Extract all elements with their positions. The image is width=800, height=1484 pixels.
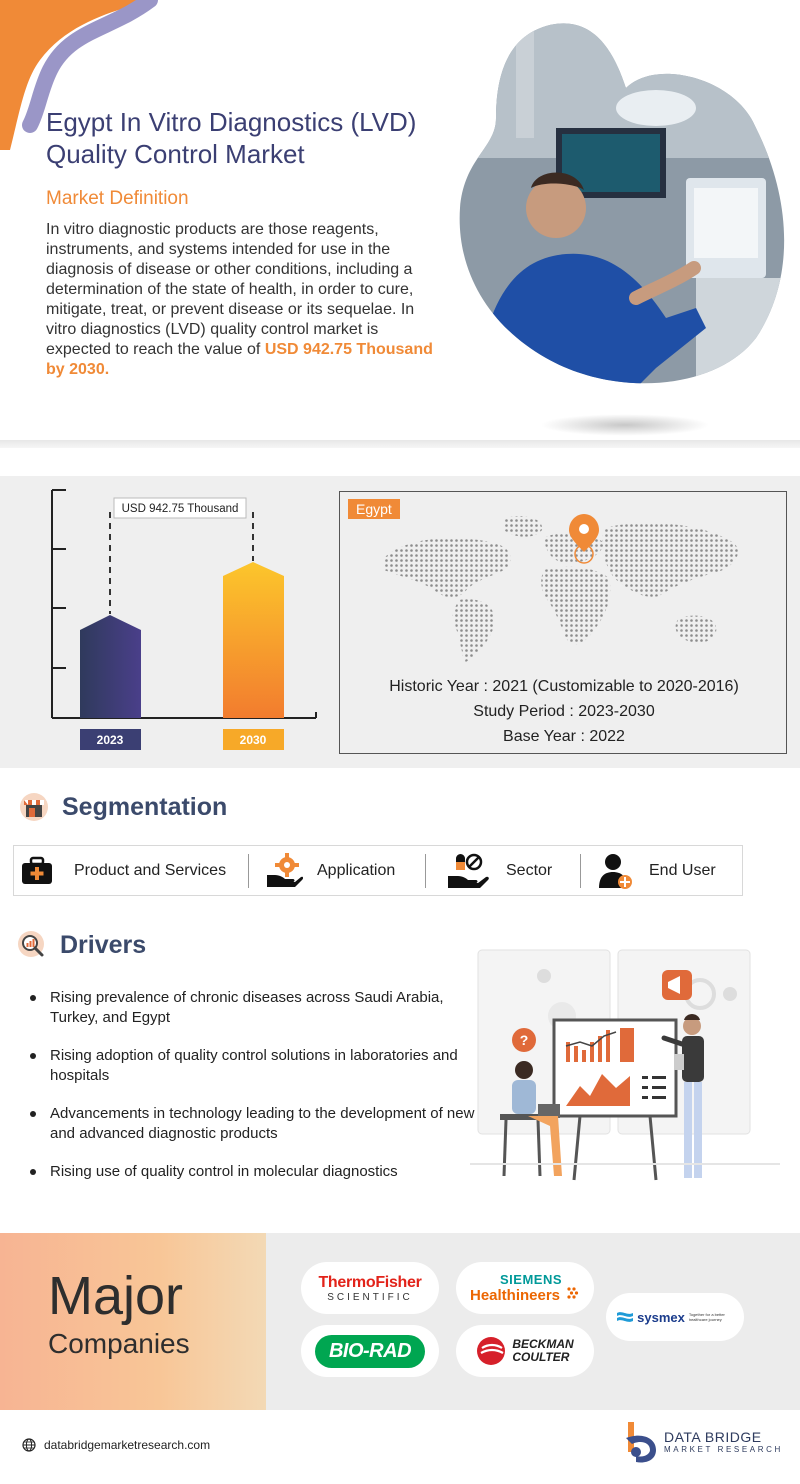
segmentation-row [13,845,743,896]
logo-text-group [512,1338,573,1364]
companies-heading-major: Major [48,1266,184,1326]
logo-text: SIEMENS [499,1272,562,1287]
definition-body: In vitro diagnostic products are those reagents, instruments, and systems intended for use in the diagnosis of disease or other conditions, including a determination of the state of health, in order to cure, mitigate, treat, or prevent disease or its sequelae. In vitro diagnostics (LVD) quality control market is expected to reach the value of [46,221,415,358]
segment-label: Application [317,861,396,879]
chart-search-icon [18,930,46,960]
segment-application[interactable] [249,846,425,895]
sysmex-mark-icon [617,1310,633,1324]
drivers-list [26,988,476,1200]
logo-text-group [470,1272,562,1304]
brand-subtitle: MARKET RESEARCH [664,1445,783,1454]
companies-heading-sub: Companies [48,1328,190,1359]
driver-item: Rising prevalence of chronic diseases across Saudi Arabia, Turkey, and Egypt [26,988,476,1028]
brand-name: DATA BRIDGE [664,1429,762,1445]
globe-icon [22,1438,36,1452]
beckman-mark-icon [476,1336,506,1366]
world-dot-map [364,508,764,668]
logo-tagline: Together for a better healthcare journey [688,1312,725,1322]
historic-year: Historic Year : 2021 (Customizable to 2020-2016) [389,678,739,695]
logo-sysmex [606,1293,744,1341]
data-bridge-logo-icon [622,1420,658,1464]
logo-thermo-fisher [301,1262,439,1314]
page-title: Egypt In Vitro Diagnostics (LVD) Quality Control Market [46,107,417,169]
photo-shadow [540,414,710,436]
logo-beckman-coulter [456,1325,594,1377]
annotation-label: USD 942.75 Thousand [121,503,239,515]
website-url: databridgemarketresearch.com [44,1438,211,1452]
logo-siemens-healthineers [456,1262,594,1314]
region-map-panel [339,491,787,754]
study-years [340,674,788,749]
segment-product-services[interactable] [14,846,248,895]
hero-medical-photo [456,18,792,388]
definition-highlight: USD 942.75 Thousand by 2030. [46,341,433,378]
base-year: Base Year : 2022 [503,728,625,745]
brand-logo [622,1420,783,1464]
logo-text: SCIENTIFIC [327,1291,413,1303]
logo-text: BECKMAN [512,1337,574,1351]
medical-case-icon [20,856,54,886]
logo-text: sysmex [637,1309,685,1325]
driver-item: Advancements in technology leading to the development of new and advanced diagnostic products [26,1104,476,1144]
hero-section [0,0,800,448]
definition-text [46,220,436,380]
bar-2030 [223,562,284,718]
segmentation-heading: Segmentation [62,792,228,821]
segment-label: Product and Services [74,861,227,879]
segment-label: End User [649,861,716,879]
segment-sector[interactable] [426,846,580,895]
segment-label: Sector [506,861,553,879]
market-bar-chart [30,488,330,754]
user-add-icon [599,852,633,890]
logo-text: ThermoFisher [318,1273,422,1291]
segmentation-header [20,790,227,824]
pills-hand-icon [446,852,492,890]
definition-heading: Market Definition [46,188,189,209]
logo-text: Healthineers [469,1287,561,1304]
logo-text: BIO-RAD [315,1335,425,1368]
segment-end-user[interactable] [581,846,741,895]
category-label: 2023 [96,733,124,747]
drivers-header [18,930,146,960]
drivers-heading: Drivers [60,930,147,959]
presentation-illustration [470,946,780,1196]
bar-2023 [80,615,141,718]
gear-hand-icon [265,853,303,889]
study-period: Study Period : 2023-2030 [473,703,655,720]
region-tag: Egypt [348,499,400,519]
website-link[interactable] [22,1438,210,1452]
brand-text [664,1430,783,1454]
hero-divider [0,440,800,448]
driver-item: Rising adoption of quality control solutions in laboratories and hospitals [26,1046,476,1086]
siemens-dots-icon [566,1286,580,1300]
svg-text:?: ? [519,1032,529,1048]
driver-item: Rising use of quality control in molecular diagnostics [26,1162,476,1182]
logo-text: COULTER [512,1350,570,1364]
shop-icon [20,790,48,824]
logo-bio-rad [301,1325,439,1377]
category-label: 2030 [239,733,267,747]
